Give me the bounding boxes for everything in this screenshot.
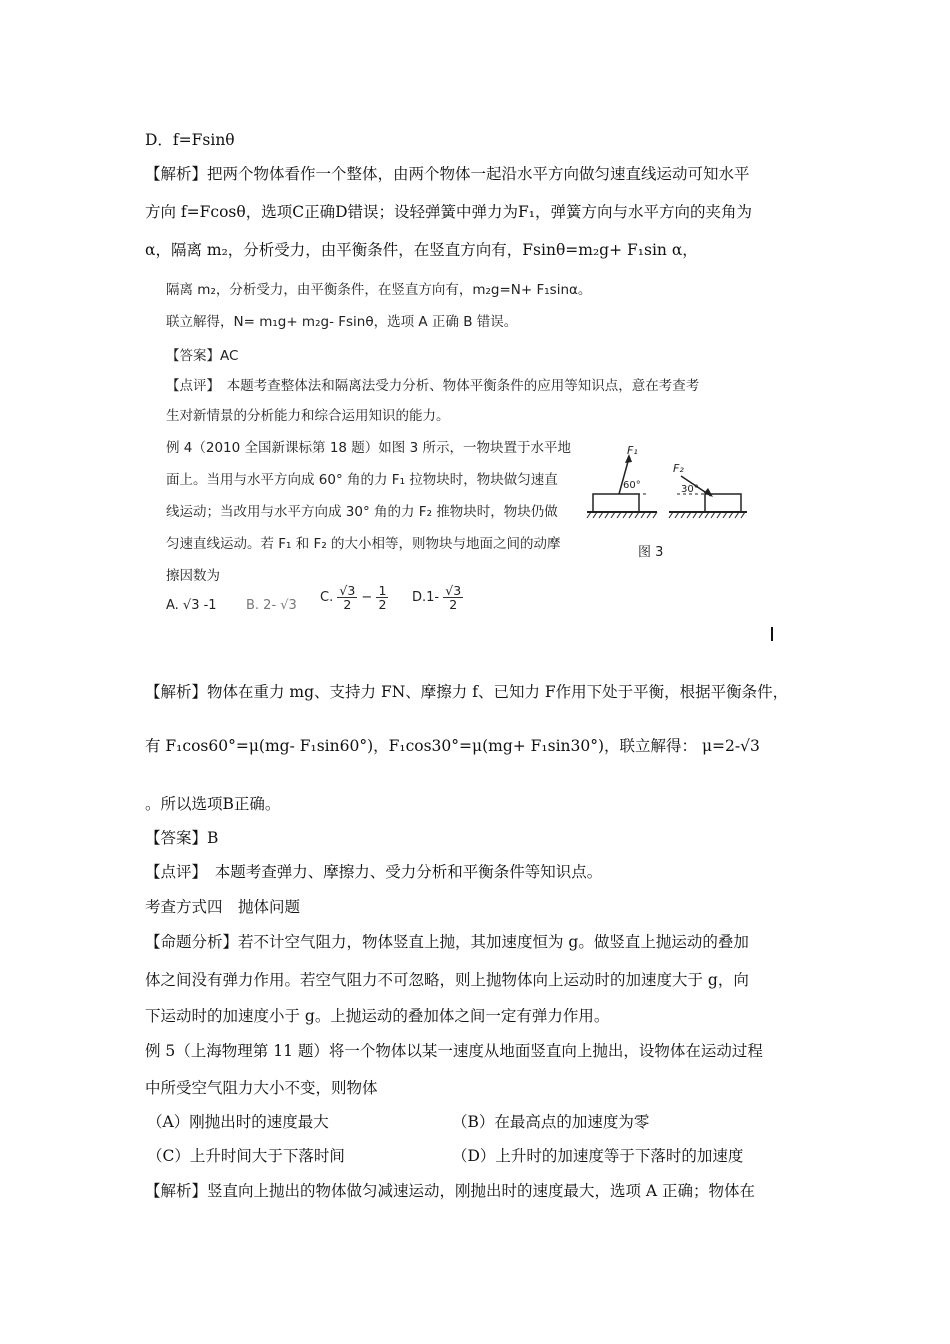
embed-comment-1: 【点评】 本题考查整体法和隔离法受力分析、物体平衡条件的应用等知识点，意在考查考 (166, 378, 700, 394)
figure-caption: 图 3 (638, 545, 664, 560)
fig-angle-30: 30° (681, 484, 699, 495)
analysis3-line-1: 【解析】竖直向上抛出的物体做匀减速运动，刚抛出时的速度最大，选项 A 正确；物体在 (145, 1182, 756, 1200)
analysis2-line-2: 有 F₁cos60°=μ(mg- F₁sin60°)，F₁cos30°=μ(mg+ F₁sin30°)，联立解得： μ=2-√3 (145, 737, 760, 755)
fig-f1-label: F₁ (627, 444, 638, 457)
proposition-line-3: 下运动时的加速度小于 g。上抛运动的叠加体之间一定有弹力作用。 (145, 1007, 610, 1025)
analysis2-line-1: 【解析】物体在重力 mg、支持力 FN、摩擦力 f、已知力 F作用下处于平衡，根据平衡条件， (145, 683, 789, 701)
section-heading: 考查方式四 抛体问题 (145, 898, 301, 916)
figure-3-diagram (577, 436, 757, 556)
embed-line-2: 联立解得，N= m₁g+ m₂g- Fsinθ，选项 A 正确 B 错误。 (166, 314, 518, 330)
answer-b: 【答案】B (145, 829, 219, 847)
embed-option-b: B. 2- √3 (246, 598, 297, 613)
embed-example-5: 擦因数为 (166, 568, 220, 584)
comment-line: 【点评】 本题考查弹力、摩擦力、受力分析和平衡条件等知识点。 (145, 863, 603, 881)
text-cursor (771, 627, 773, 641)
proposition-line-2: 体之间没有弹力作用。若空气阻力不可忽略，则上抛物体向上运动时的加速度大于 g，向 (145, 971, 749, 989)
fig-f2-label: F₂ (673, 462, 684, 475)
embed-option-c: C. $\frac{√3}{2}$ − $\frac{1}{2}$ (320, 583, 387, 613)
embed-line-1: 隔离 m₂，分析受力，由平衡条件，在竖直方向有，m₂g=N+ F₁sinα。 (166, 282, 592, 298)
example5-option-a: （A）刚抛出时的速度最大 (147, 1113, 329, 1131)
analysis-line-2: 方向 f=Fcosθ，选项C正确D错误；设轻弹簧中弹力为F₁，弹簧方向与水平方向的夹角为 (145, 203, 752, 221)
example5-option-d: （D）上升时的加速度等于下落时的加速度 (452, 1147, 744, 1165)
example5-option-c: （C）上升时间大于下落时间 (147, 1147, 345, 1165)
embed-example-1: 例 4（2010 全国新课标第 18 题）如图 3 所示，一物块置于水平地 (166, 440, 571, 456)
embed-answer: 【答案】AC (166, 348, 239, 364)
example5-option-b: （B）在最高点的加速度为零 (452, 1113, 650, 1131)
embed-example-2: 面上。当用与水平方向成 60° 角的力 F₁ 拉物块时，物块做匀速直 (166, 472, 558, 488)
embed-example-4: 匀速直线运动。若 F₁ 和 F₂ 的大小相等，则物块与地面之间的动摩 (166, 536, 561, 552)
proposition-line-1: 【命题分析】若不计空气阻力，物体竖直上抛，其加速度恒为 g。做竖直上抛运动的叠加 (145, 933, 749, 951)
option-d: D．f=Fsinθ (145, 131, 235, 149)
fig-angle-60: 60° (623, 480, 641, 491)
embed-example-3: 线运动；当改用与水平方向成 30° 角的力 F₂ 推物块时，物块仍做 (166, 504, 558, 520)
example5-line-2: 中所受空气阻力大小不变，则物体 (145, 1079, 378, 1097)
embed-comment-2: 生对新情景的分析能力和综合运用知识的能力。 (166, 408, 450, 424)
analysis2-line-3: 。所以选项B正确。 (145, 795, 281, 813)
embed-option-a: A. √3 -1 (166, 598, 217, 613)
embedded-scan-image (162, 268, 782, 648)
embed-option-d: D.1- $\frac{√3}{2}$ (412, 583, 462, 613)
analysis-line-3: α，隔离 m₂，分析受力，由平衡条件，在竖直方向有，Fsinθ=m₂g+ F₁sin α， (145, 241, 698, 259)
analysis-line-1: 【解析】把两个物体看作一个整体，由两个物体一起沿水平方向做匀速直线运动可知水平 (145, 165, 750, 183)
example5-line-1: 例 5（上海物理第 11 题）将一个物体以某一速度从地面竖直向上抛出，设物体在运动过程 (145, 1042, 763, 1060)
